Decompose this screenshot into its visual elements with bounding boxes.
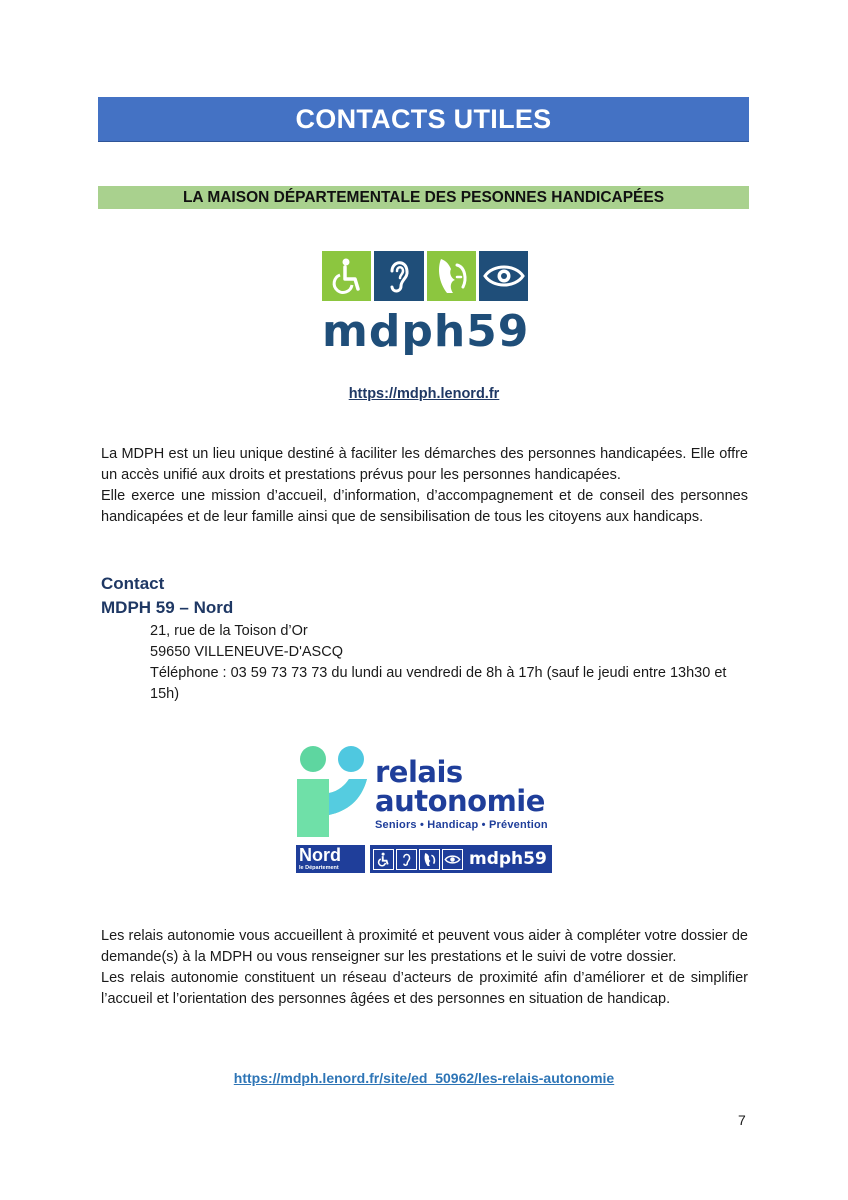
mdph-link-container [0, 385, 848, 403]
mini-mdph59-wordmark: mdph59 [469, 849, 547, 869]
relais-people-icon [295, 745, 375, 841]
relais-autonomie-logo [295, 745, 555, 875]
mini-eye-icon [442, 849, 463, 870]
relais-paragraph-2: Les relais autonomie constituent un réseau d’acteurs de proximité afin d’améliorer et de simplifier l’accueil et l’orientation des personnes âgées et des personnes en situation de handicap. [101, 970, 748, 1007]
contact-heading: Contact [101, 574, 165, 593]
relais-link-container [0, 1070, 848, 1088]
relais-word: relais [375, 755, 463, 789]
section-heading: LA MAISON DÉPARTEMENTALE DES PESONNES HANDICAPÉES [182, 188, 665, 206]
page-title: CONTACTS UTILES [295, 103, 552, 134]
page-number: 7 [738, 1112, 746, 1128]
wheelchair-icon [322, 251, 371, 301]
relais-tagline: Seniors • Handicap • Prévention [375, 819, 548, 831]
relais-autonomie-link[interactable]: https://mdph.lenord.fr/site/ed_50962/les-relais-autonomie [233, 1070, 615, 1086]
relais-text [101, 926, 748, 1010]
intro-paragraph-2: Elle exerce une mission d’accueil, d’information, d’accompagnement et de conseil des personnes handicapées et de leur famille ainsi que de sensibilisation de tous les citoyens aux handicaps. [101, 488, 748, 525]
section-heading-bar [98, 186, 749, 209]
eye-icon [479, 251, 528, 301]
ear-icon [374, 251, 423, 301]
nord-department-logo [296, 845, 365, 873]
nord-subtitle: le Département [299, 865, 339, 871]
mdph59-mini-logo [370, 845, 552, 873]
nord-word: Nord [299, 845, 341, 865]
autonomie-word: autonomie [375, 784, 545, 818]
logo-tiles [322, 251, 528, 301]
relais-wordmark [375, 757, 548, 833]
mdph59-logo [322, 251, 528, 357]
intro-paragraph-1: La MDPH est un lieu unique destiné à faciliter les démarches des personnes handicapées. Elle offre un accès unifié aux droits et prestations prévus pour les personnes handicapées. [101, 446, 748, 483]
mdph-website-link[interactable]: https://mdph.lenord.fr [348, 386, 500, 402]
contact-organization: MDPH 59 – Nord [101, 598, 234, 617]
address-city: 59650 VILLENEUVE-D'ASCQ [150, 644, 343, 660]
address-street: 21, rue de la Toison d’Or [150, 623, 308, 639]
relais-paragraph-1: Les relais autonomie vous accueillent à proximité et peuvent vous aider à compléter votre dossier de demande(s) à la MDPH ou vous renseigner sur les prestations et le suivi de votre dossier. [101, 928, 748, 965]
mini-face-icon [419, 849, 440, 870]
contact-address [150, 621, 730, 705]
page-title-bar [98, 97, 749, 142]
mini-ear-icon [396, 849, 417, 870]
mini-wheelchair-icon [373, 849, 394, 870]
mdph59-wordmark: mdph59 [322, 306, 530, 357]
face-icon [427, 251, 476, 301]
intro-text [101, 444, 748, 528]
contact-phone: Téléphone : 03 59 73 73 73 du lundi au vendredi de 8h à 17h (sauf le jeudi entre 13h30 et 15h) [150, 665, 727, 702]
